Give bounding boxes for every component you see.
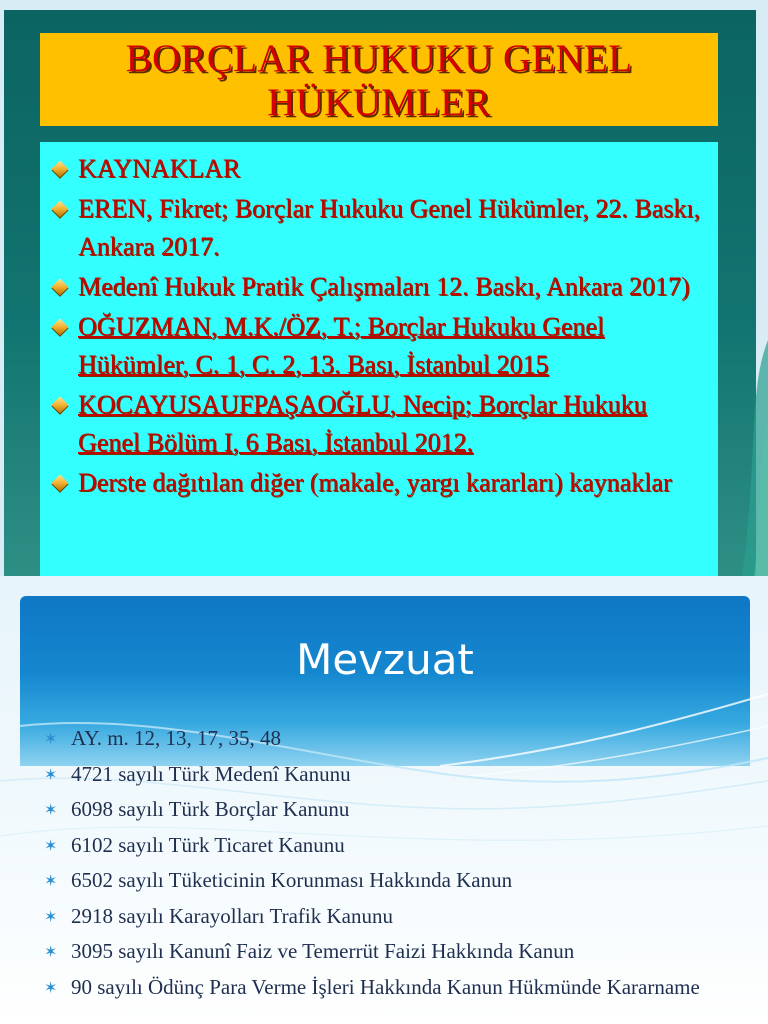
source-item-text: Medenî Hukuk Pratik Çalışmaları 12. Baskı, Ankara 2017) <box>78 272 690 301</box>
diamond-bullet-icon <box>52 475 69 492</box>
diamond-bullet-icon <box>52 201 69 218</box>
diamond-bullet-icon <box>52 319 69 336</box>
legislation-item-text: 4721 sayılı Türk Medenî Kanunu <box>71 761 351 786</box>
legislation-item-text: 6098 sayılı Türk Borçlar Kanunu <box>71 797 350 821</box>
asterisk-bullet-icon: ✶ <box>44 906 58 926</box>
source-item-text: KAYNAKLAR <box>78 154 241 183</box>
asterisk-bullet-icon: ✶ <box>44 871 58 890</box>
source-item <box>54 268 704 306</box>
source-item <box>54 150 704 188</box>
legislation-item-text: 90 sayılı Ödünç Para Verme İşleri Hakkında Kanun Hükmünde Kararname <box>71 974 700 999</box>
sources-list <box>40 142 718 502</box>
legislation-item <box>44 934 744 970</box>
slide-1-decoration <box>728 300 768 576</box>
legislation-item <box>44 863 744 899</box>
asterisk-bullet-icon: ✶ <box>44 942 58 961</box>
legislation-item <box>44 899 744 935</box>
legislation-list <box>44 721 744 1003</box>
legislation-item <box>44 828 744 864</box>
source-item <box>54 464 704 502</box>
source-item-text: OĞUZMAN, M.K./ÖZ, T.; Borçlar Hukuku Genel Hükümler, C. 1, C. 2, 13. Bası, İstanbul 2015 <box>78 312 605 379</box>
legislation-item <box>44 721 744 757</box>
legislation-item-text: 2918 sayılı Karayolları Trafik Kanunu <box>71 903 393 928</box>
legislation-item <box>44 970 744 1003</box>
slide-1-content <box>40 142 718 576</box>
diamond-bullet-icon <box>52 161 69 178</box>
legislation-item-text: AY. m. 12, 13, 17, 35, 48 <box>71 726 282 750</box>
diamond-bullet-icon <box>52 279 69 296</box>
diamond-bullet-icon <box>52 397 69 414</box>
source-item-text: Derste dağıtılan diğer (makale, yargı kararları) kaynaklar <box>78 468 672 497</box>
legislation-item-text: 6102 sayılı Türk Ticaret Kanunu <box>71 832 345 857</box>
legislation-item <box>44 757 744 793</box>
source-item-text: EREN, Fikret; Borçlar Hukuku Genel Hükümler, 22. Baskı, Ankara 2017. <box>78 194 701 261</box>
asterisk-bullet-icon: ✶ <box>44 977 58 997</box>
slide-2-title: Mevzuat <box>296 635 474 684</box>
source-item <box>54 386 704 462</box>
asterisk-bullet-icon: ✶ <box>44 800 58 819</box>
legislation-item-text: 6502 sayılı Tüketicinin Korunması Hakkında Kanun <box>71 868 513 892</box>
source-item-text: KOCAYUSAUFPAŞAOĞLU, Necip; Borçlar Hukuku Genel Bölüm I, 6 Bası, İstanbul 2012. <box>78 390 647 457</box>
legislation-item-text: 3095 sayılı Kanunî Faiz ve Temerrüt Faizi Hakkında Kanun <box>71 939 575 963</box>
slide-1-title: BORÇLAR HUKUKU GENEL HÜKÜMLER <box>125 37 633 124</box>
asterisk-bullet-icon: ✶ <box>44 835 58 855</box>
legislation-item <box>44 792 744 828</box>
source-item <box>54 308 704 384</box>
asterisk-bullet-icon: ✶ <box>44 764 58 784</box>
asterisk-bullet-icon: ✶ <box>44 729 58 748</box>
source-item <box>54 190 704 266</box>
slide-1-title-box <box>40 33 718 126</box>
slide-2 <box>0 576 768 1024</box>
